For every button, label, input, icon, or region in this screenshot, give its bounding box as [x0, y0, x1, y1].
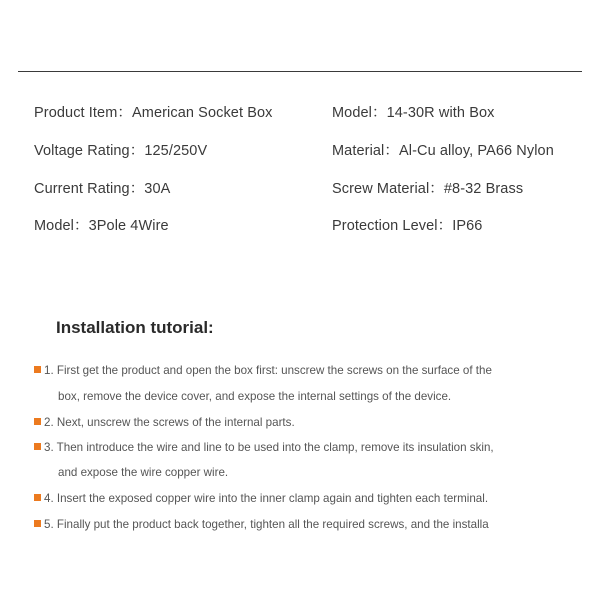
- spec-value: 3Pole 4Wire: [88, 218, 169, 234]
- spec-value: 14-30R with Box: [386, 105, 495, 121]
- spec-value: 30A: [144, 181, 171, 197]
- spec-label: Product Item：: [34, 105, 132, 121]
- spec-value: 125/250V: [144, 143, 208, 159]
- spec-material: [332, 139, 554, 160]
- tutorial-step-3-continuation: and expose the wire copper wire.: [58, 466, 229, 479]
- spec-value: #8-32 Brass: [443, 181, 524, 197]
- tutorial-step-4: [34, 492, 488, 505]
- tutorial-title: Installation tutorial:: [56, 318, 214, 337]
- spec-label: Model：: [332, 105, 387, 121]
- spec-value: IP66: [452, 218, 483, 234]
- bullet-square-icon: [34, 366, 41, 373]
- step-text: 1. First get the product and open the box first: unscrew the screws on the surface of the: [44, 364, 492, 377]
- spec-value: Al-Cu alloy, PA66 Nylon: [398, 143, 554, 159]
- bullet-square-icon: [34, 520, 41, 527]
- spec-value: American Socket Box: [132, 105, 273, 121]
- spec-label: Voltage Rating：: [34, 143, 145, 159]
- top-divider: [18, 71, 582, 72]
- spec-voltage-rating: [34, 139, 207, 160]
- tutorial-step-3: [34, 441, 494, 454]
- spec-label: Screw Material：: [332, 181, 444, 197]
- spec-current-rating: [34, 177, 170, 198]
- spec-label: Material：: [332, 143, 399, 159]
- step-text: 5. Finally put the product back together, tighten all the required screws, and the installa: [44, 518, 489, 531]
- step-text: 2. Next, unscrew the screws of the internal parts.: [44, 416, 295, 429]
- spec-protection-level: [332, 214, 482, 235]
- bullet-square-icon: [34, 494, 41, 501]
- spec-model-poles: [34, 214, 169, 235]
- spec-screw-material: [332, 177, 523, 198]
- tutorial-step-1-continuation: box, remove the device cover, and expose the internal settings of the device.: [58, 390, 452, 403]
- tutorial-step-5: [34, 518, 489, 531]
- bullet-square-icon: [34, 443, 41, 450]
- spec-model: [332, 101, 494, 122]
- spec-label: Current Rating：: [34, 181, 145, 197]
- spec-label: Protection Level：: [332, 218, 453, 234]
- step-text: 4. Insert the exposed copper wire into the inner clamp again and tighten each terminal.: [44, 492, 489, 505]
- tutorial-step-2: [34, 416, 295, 429]
- spec-label: Model：: [34, 218, 89, 234]
- bullet-square-icon: [34, 418, 41, 425]
- step-text: 3. Then introduce the wire and line to be used into the clamp, remove its insulation skin,: [44, 441, 494, 454]
- spec-product-item: [34, 101, 273, 122]
- tutorial-step-1: [34, 364, 492, 377]
